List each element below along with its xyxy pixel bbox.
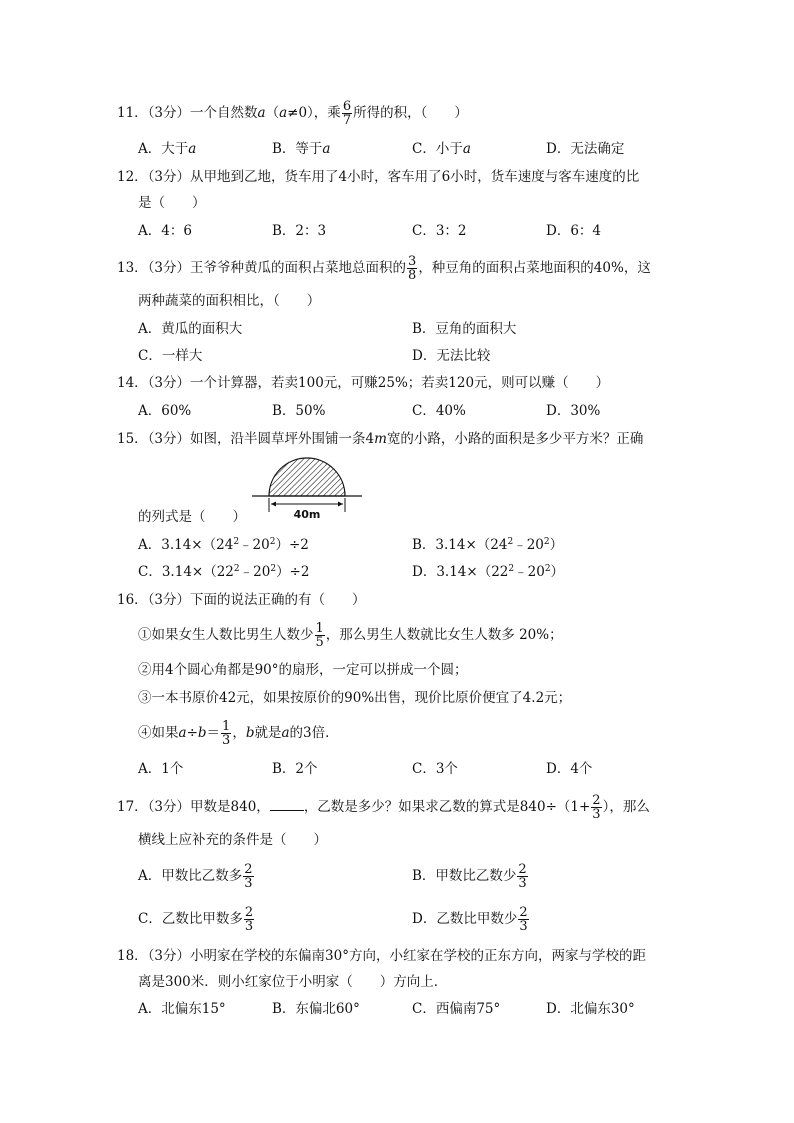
equals-sign: ＝ — [206, 725, 221, 741]
option-c[interactable] — [412, 999, 500, 1019]
variable-a: a — [462, 141, 471, 157]
option-c[interactable] — [138, 562, 309, 582]
arrow-left-icon — [271, 502, 276, 507]
exponent: 2 — [233, 564, 240, 574]
option-letter: A． — [138, 321, 162, 337]
option-a[interactable] — [138, 999, 226, 1019]
stem-text: 甲数是840， — [190, 799, 270, 815]
option-d[interactable] — [546, 401, 600, 421]
option-text: ）÷2 — [275, 537, 309, 553]
option-a[interactable] — [138, 401, 191, 421]
fraction-numerator: 2 — [519, 905, 528, 920]
dimension-label: 40m — [293, 508, 321, 521]
option-b[interactable] — [412, 535, 563, 555]
option-letter: D． — [546, 223, 571, 239]
question-13-stem-line2 — [138, 291, 320, 311]
fraction-6-7 — [342, 100, 352, 127]
question-score: （3分） — [147, 105, 191, 121]
question-score: （3分） — [147, 260, 191, 276]
question-number: 12． — [117, 169, 148, 185]
question-number: 18． — [117, 948, 148, 964]
statement-4 — [138, 720, 339, 747]
fraction-2-3 — [244, 906, 254, 933]
question-18-stem-line2 — [138, 972, 447, 992]
option-letter: B． — [272, 223, 296, 239]
statement-1 — [138, 622, 563, 649]
fraction-denominator: 7 — [342, 113, 352, 128]
option-text: 乙数比甲数少 — [436, 911, 518, 927]
option-text: 甲数比乙数少 — [435, 868, 517, 884]
option-text: 3个 — [435, 761, 458, 777]
option-text: ） — [550, 564, 565, 580]
option-letter: B． — [272, 403, 296, 419]
stem-text: 宽的小路，小路的面积是多少平方米？正确 — [386, 431, 644, 447]
option-d[interactable] — [412, 906, 530, 933]
stem-text: 下面的说法正确的有（ ） — [190, 592, 366, 608]
question-11-stem — [117, 100, 468, 127]
exponent: 2 — [544, 564, 551, 574]
option-text: 豆角的面积大 — [435, 321, 517, 337]
statement-text: ，那么男生人数就比女生人数多 20%； — [325, 627, 563, 643]
fraction-numerator: 2 — [518, 862, 527, 877]
stem-text: 一个计算器，若卖100元，可赚25%；若卖120元，则可以赚（ ） — [190, 375, 610, 391]
option-letter: C． — [138, 348, 162, 364]
question-18-stem — [117, 946, 646, 966]
option-b[interactable] — [272, 759, 318, 779]
option-d[interactable] — [546, 759, 592, 779]
question-score: （3分） — [147, 948, 191, 964]
question-13-stem — [117, 255, 651, 282]
statement-text: ， — [232, 725, 246, 741]
statement-text: 的3倍． — [289, 725, 339, 741]
question-number: 15． — [117, 431, 148, 447]
option-c[interactable] — [412, 139, 471, 159]
option-b[interactable] — [272, 401, 325, 421]
option-text: 无法确定 — [570, 141, 625, 157]
question-number: 13． — [117, 260, 148, 276]
question-score: （3分） — [147, 592, 191, 608]
fraction-2-3 — [243, 863, 253, 890]
question-score: （3分） — [147, 375, 191, 391]
option-b[interactable] — [272, 221, 326, 241]
option-text: 乙数比甲数多 — [161, 911, 243, 927]
option-letter: C． — [412, 1001, 436, 1017]
fraction-numerator: 6 — [342, 99, 352, 114]
statement-text: 就是 — [254, 725, 282, 741]
option-d[interactable] — [546, 221, 601, 241]
stem-text: 是（ ） — [138, 195, 206, 211]
option-letter: D． — [412, 911, 437, 927]
question-number: 14． — [117, 375, 148, 391]
statement-text: ①如果女生人数比男生人数少 — [138, 627, 314, 643]
fraction-numerator: 2 — [592, 793, 601, 808]
option-text: 3.14×（22 — [161, 564, 234, 580]
option-text: 30% — [570, 403, 601, 419]
option-letter: C． — [412, 403, 436, 419]
stem-text: 离是300米．则小红家位于小明家（ ）方向上． — [138, 974, 448, 990]
option-letter: A． — [138, 537, 162, 553]
fraction-denominator: 3 — [592, 807, 601, 822]
option-text: 甲数比乙数多 — [161, 868, 243, 884]
exponent: 2 — [543, 537, 550, 547]
option-text: 2：3 — [295, 223, 327, 239]
stem-text: 王爷爷种黄瓜的面积占菜地总面积的 — [190, 260, 407, 276]
fraction-numerator: 2 — [244, 905, 254, 920]
stem-text: 两种蔬菜的面积相比，（ ） — [138, 293, 321, 309]
option-letter: B． — [272, 1001, 296, 1017]
question-15-stem-line2 — [138, 507, 246, 527]
option-b[interactable] — [272, 999, 360, 1019]
option-letter: B． — [272, 761, 296, 777]
statement-text: ③一本书原价42元，如果按原价的90%出售，现价比原价便宜了4.2元； — [138, 690, 572, 706]
option-text: 小于 — [435, 141, 463, 157]
fraction-denominator: 3 — [519, 919, 528, 934]
option-letter: A． — [138, 761, 162, 777]
exponent: 2 — [270, 564, 277, 574]
stem-text: 如图，沿半圆草坪外围铺一条4 — [190, 431, 375, 447]
fraction-denominator: 3 — [244, 919, 254, 934]
option-text: 4个 — [570, 761, 593, 777]
option-letter: D． — [546, 761, 571, 777]
fraction-numerator: 3 — [408, 254, 417, 269]
stem-text: 小明家在学校的东偏南30°方向，小红家在学校的正东方向，两家与学校的距 — [190, 948, 646, 964]
option-letter: C． — [412, 223, 436, 239]
option-letter: D． — [546, 1001, 571, 1017]
question-score: （3分） — [147, 799, 191, 815]
option-b[interactable] — [412, 863, 529, 890]
option-text: ）÷2 — [276, 564, 310, 580]
fraction-2-3 — [517, 863, 527, 890]
exponent: 2 — [508, 564, 515, 574]
option-text: ﹣20 — [514, 564, 545, 580]
option-b[interactable] — [272, 139, 330, 159]
variable-a: a — [281, 725, 290, 741]
option-text: ﹣20 — [239, 564, 271, 580]
option-letter: C． — [412, 761, 436, 777]
question-12-stem-line2 — [138, 193, 206, 213]
option-text: ﹣20 — [239, 537, 270, 553]
fraction-denominator: 5 — [315, 635, 324, 650]
option-letter: B． — [412, 868, 436, 884]
option-letter: A． — [138, 1001, 162, 1017]
option-text: 3：2 — [435, 223, 467, 239]
arrow-right-icon — [338, 502, 343, 507]
option-text: 3.14×（24 — [161, 537, 234, 553]
option-letter: D． — [546, 141, 571, 157]
fraction-numerator: 2 — [244, 862, 253, 877]
option-c[interactable] — [412, 221, 467, 241]
option-letter: D． — [412, 348, 437, 364]
option-d[interactable] — [546, 999, 635, 1019]
fraction-1-3 — [221, 720, 231, 747]
semicircle-shape — [269, 458, 345, 496]
semicircle-figure — [248, 452, 368, 522]
fraction-3-8 — [407, 255, 417, 282]
fraction-denominator: 3 — [222, 733, 231, 748]
option-text: 无法比较 — [436, 348, 491, 364]
question-number: 11． — [117, 105, 148, 121]
option-text: 等于 — [295, 141, 323, 157]
stem-text: ≠0），乘 — [287, 105, 341, 121]
option-a[interactable] — [138, 221, 192, 241]
stem-text: 一个自然数 — [190, 105, 258, 121]
question-14-stem — [117, 373, 609, 393]
option-c[interactable] — [412, 401, 466, 421]
option-letter: B． — [412, 321, 436, 337]
statement-3 — [138, 688, 571, 708]
option-text: 6：4 — [570, 223, 602, 239]
option-letter: C． — [412, 141, 436, 157]
option-letter: D． — [412, 564, 437, 580]
fraction-2-3 — [591, 794, 601, 821]
stem-text: 所得的积，（ ） — [353, 105, 468, 121]
stem-text: ），那么 — [602, 799, 650, 815]
option-letter: D． — [546, 403, 571, 419]
stem-text: ，种豆角的面积占菜地面积的40%，这 — [418, 260, 651, 276]
stem-text: ，乙数是多少？如果求乙数的算式是840÷（1+ — [303, 799, 591, 815]
option-c[interactable] — [138, 906, 255, 933]
variable-a: a — [178, 725, 187, 741]
statement-text: ②用4个圆心角都是90°的扇形，一定可以拼成一个圆； — [138, 662, 468, 678]
option-text: 3.14×（22 — [436, 564, 509, 580]
variable-b: b — [197, 725, 207, 741]
option-text: 大于 — [161, 141, 189, 157]
option-a[interactable] — [138, 535, 309, 555]
option-text: 60% — [161, 403, 192, 419]
question-score: （3分） — [147, 431, 191, 447]
fraction-denominator: 8 — [408, 268, 417, 283]
fraction-denominator: 3 — [244, 876, 253, 891]
option-d[interactable] — [412, 346, 490, 366]
option-text: 1个 — [161, 761, 184, 777]
option-text: 西偏南75° — [435, 1001, 501, 1017]
fraction-denominator: 3 — [518, 876, 527, 891]
option-c[interactable] — [412, 759, 458, 779]
option-letter: C． — [138, 911, 162, 927]
option-letter: A． — [138, 403, 162, 419]
variable-a: a — [257, 105, 266, 121]
option-text: 东偏北60° — [295, 1001, 360, 1017]
option-text: 北偏东30° — [570, 1001, 635, 1017]
question-number: 17． — [117, 799, 148, 815]
variable-a: a — [322, 141, 331, 157]
option-d[interactable] — [546, 139, 624, 159]
question-16-stem — [117, 590, 366, 610]
question-17-stem — [117, 794, 650, 821]
question-12-stem — [117, 167, 639, 187]
question-15-stem — [117, 429, 643, 449]
option-letter: A． — [138, 223, 162, 239]
option-a[interactable] — [138, 863, 255, 890]
option-text: 北偏东15° — [161, 1001, 226, 1017]
variable-a: a — [188, 141, 197, 157]
fraction-2-3 — [518, 906, 528, 933]
stem-text: 横线上应补充的条件是（ ） — [138, 832, 327, 848]
option-a[interactable] — [138, 139, 196, 159]
exponent: 2 — [507, 537, 514, 547]
option-c[interactable] — [138, 346, 202, 366]
option-letter: B． — [412, 537, 436, 553]
fraction-numerator: 1 — [315, 621, 324, 636]
fraction-1-5 — [315, 622, 325, 649]
option-letter: C． — [138, 564, 162, 580]
exponent: 2 — [233, 537, 240, 547]
statement-2 — [138, 660, 468, 680]
option-text: 2个 — [295, 761, 318, 777]
option-text: 40% — [435, 403, 466, 419]
option-text: 50% — [295, 403, 326, 419]
option-text: ﹣20 — [513, 537, 544, 553]
unit-m: m — [374, 431, 387, 447]
variable-b: b — [245, 725, 255, 741]
option-a[interactable] — [138, 759, 183, 779]
variable-a: a — [279, 105, 288, 121]
option-d[interactable] — [412, 562, 564, 582]
option-text: 黄瓜的面积大 — [161, 321, 243, 337]
fraction-numerator: 1 — [222, 719, 231, 734]
option-letter: A． — [138, 141, 162, 157]
divide-sign: ÷ — [186, 725, 198, 741]
question-17-stem-line2 — [138, 830, 327, 850]
option-text: ） — [549, 537, 564, 553]
question-number: 16． — [117, 592, 148, 608]
option-text: 4：6 — [161, 223, 192, 239]
stem-text: 的列式是（ ） — [138, 509, 246, 525]
option-text: 3.14×（24 — [435, 537, 508, 553]
exponent: 2 — [269, 537, 276, 547]
answer-blank[interactable] — [270, 798, 304, 811]
option-a[interactable] — [138, 319, 242, 339]
statement-text: ④如果 — [138, 725, 179, 741]
question-score: （3分） — [147, 169, 191, 185]
option-text: 一样大 — [161, 348, 203, 364]
stem-text: （ — [265, 105, 280, 121]
option-letter: B． — [272, 141, 296, 157]
stem-text: 从甲地到乙地，货车用了4小时，客车用了6小时，货车速度与客车速度的比 — [190, 169, 640, 185]
option-letter: A． — [138, 868, 162, 884]
option-b[interactable] — [412, 319, 516, 339]
